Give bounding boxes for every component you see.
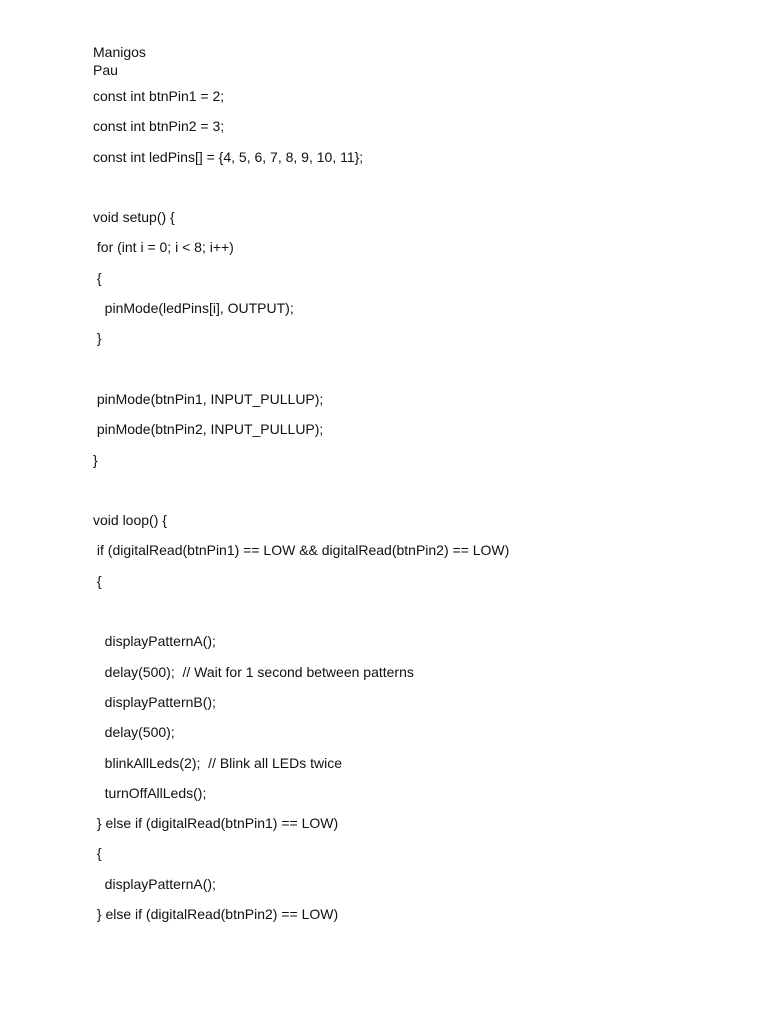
code-line: displayPatternA(); <box>93 875 216 892</box>
code-line: } <box>93 451 98 468</box>
code-line: pinMode(ledPins[i], OUTPUT); <box>93 300 294 317</box>
author-header <box>93 43 146 79</box>
code-line: displayPatternA(); <box>93 633 216 650</box>
code-line: } <box>93 330 102 347</box>
code-line <box>93 177 509 207</box>
author-line-2: Pau <box>93 62 118 78</box>
code-line: const int btnPin2 = 3; <box>93 118 225 135</box>
code-line: pinMode(btnPin2, INPUT_PULLUP); <box>93 421 324 438</box>
code-line: void loop() { <box>93 512 167 529</box>
code-line: turnOffAllLeds(); <box>93 784 207 801</box>
code-line: const int ledPins[] = {4, 5, 6, 7, 8, 9, 10, 11}; <box>93 148 364 165</box>
code-line: displayPatternB(); <box>93 693 216 710</box>
code-line: { <box>93 269 102 286</box>
code-line: void setup() { <box>93 209 175 226</box>
code-line: if (digitalRead(btnPin1) == LOW && digitalRead(btnPin2) == LOW) <box>93 542 510 559</box>
code-line: } else if (digitalRead(btnPin2) == LOW) <box>93 906 339 923</box>
code-line: const int btnPin1 = 2; <box>93 88 225 104</box>
code-line <box>93 601 509 631</box>
code-line: } else if (digitalRead(btnPin1) == LOW) <box>93 815 339 832</box>
code-listing <box>93 86 509 934</box>
code-line: { <box>93 572 102 589</box>
code-line: blinkAllLeds(2); // Blink all LEDs twice <box>93 754 342 771</box>
code-line: pinMode(btnPin1, INPUT_PULLUP); <box>93 390 324 407</box>
code-line: delay(500); // Wait for 1 second between patterns <box>93 663 414 680</box>
code-line: for (int i = 0; i < 8; i++) <box>93 239 234 256</box>
code-line <box>93 359 509 389</box>
code-line: { <box>93 845 102 862</box>
code-line: delay(500); <box>93 724 175 741</box>
author-line-1: Manigos <box>93 44 146 60</box>
code-line <box>93 480 509 510</box>
